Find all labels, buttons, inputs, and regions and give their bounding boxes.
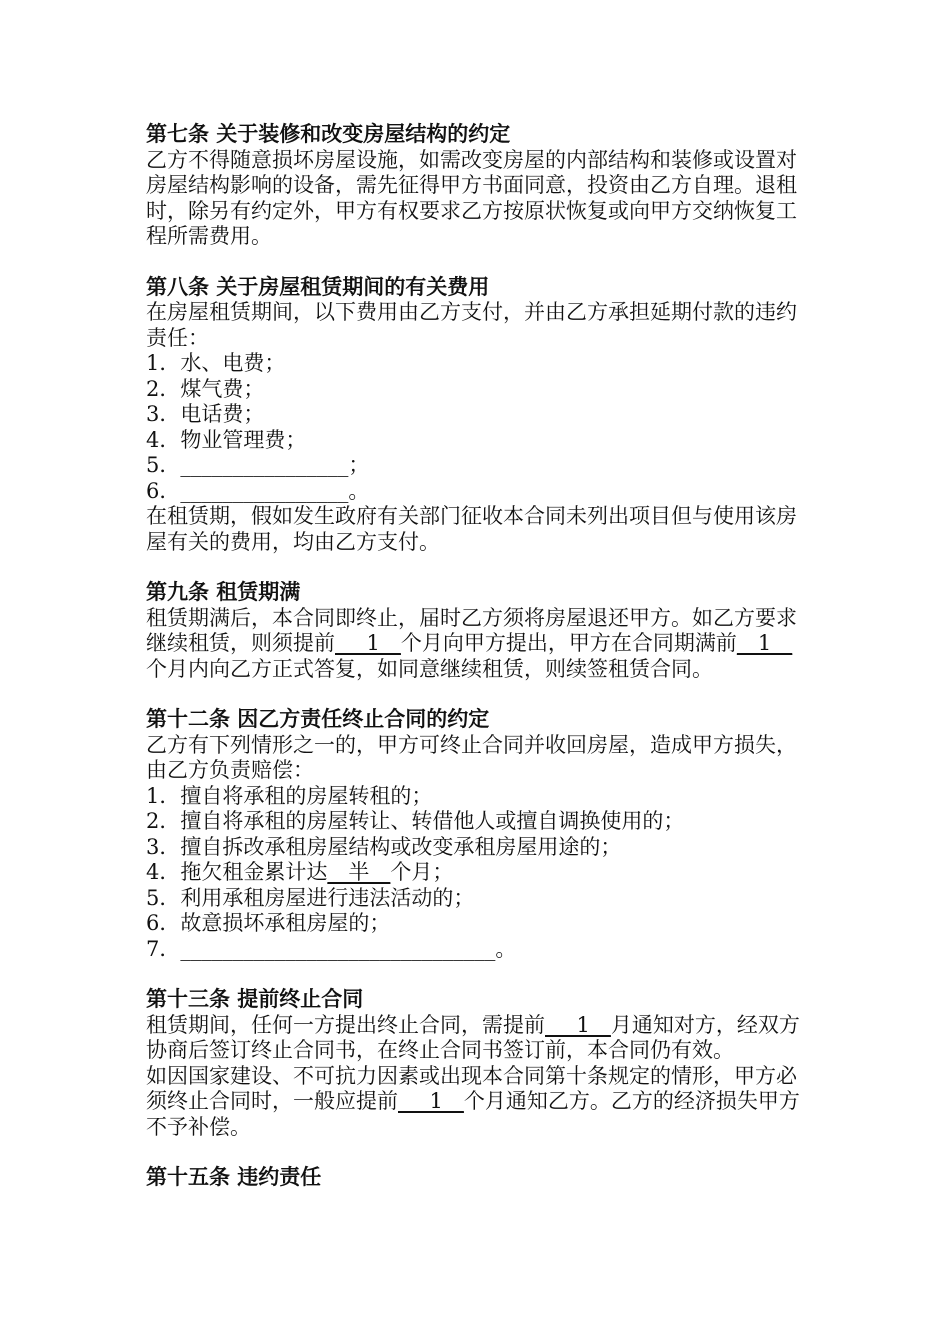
filled-value: ___1__ xyxy=(335,631,401,655)
section-heading: 第十三条 提前终止合同 xyxy=(146,987,364,1011)
blank-line: ________________ xyxy=(180,453,349,477)
list-item: 2．煤气费； xyxy=(146,376,265,401)
list-item: 5．利用承租房屋进行违法活动的； xyxy=(146,885,475,910)
section-closing: 在租赁期，假如发生政府有关部门征收本合同未列出项目但与使用该房屋有关的费用，均由乙方支付。 xyxy=(146,504,797,554)
list-end: ； xyxy=(348,453,370,477)
list-number: 6． xyxy=(146,478,181,503)
text-run: 个月通知乙方。乙方的经济损失甲方不予补偿。 xyxy=(146,1089,800,1139)
text-run: 个月； xyxy=(390,860,454,884)
section-heading: 第九条 租赁期满 xyxy=(146,580,301,604)
list-item: 3．电话费； xyxy=(146,402,265,426)
filled-value: ___1__ xyxy=(398,1089,464,1113)
filled-value: ___1__ xyxy=(545,1012,611,1037)
list-item: 2．擅自将承租的房屋转让、转借他人或擅自调换使用的； xyxy=(146,809,685,833)
section-intro: 乙方有下列情形之一的，甲方可终止合同并收回房屋，造成甲方损失，由乙方负责赔偿： xyxy=(146,732,797,782)
text-run: 月通知对方，经双方协商后签订终止合同书，在终止合同书签订前，本合同仍有效。 xyxy=(146,1012,800,1062)
list-end: 。 xyxy=(495,936,517,961)
list-item xyxy=(146,860,806,886)
section-article-9 xyxy=(146,580,806,682)
text-run: 个月内向乙方正式答复，如同意继续租赁，则续签租赁合同。 xyxy=(146,656,713,681)
text-run: 租赁期满后，本合同即终止，届时乙方须将房屋退还甲方。如乙方要求继续租赁，则须提前 xyxy=(146,605,797,655)
list-item: 1．擅自将承租的房屋转租的； xyxy=(146,783,433,808)
list-item-blank xyxy=(146,937,806,963)
document-page xyxy=(146,122,806,1191)
section-article-12 xyxy=(146,707,806,962)
section-article-8 xyxy=(146,275,806,556)
text-run: 4．拖欠租金累计达 xyxy=(146,860,328,884)
list-item: 6．故意损坏承租房屋的； xyxy=(146,911,391,935)
text-run: 如因国家建设、不可抗力因素或出现本合同第十条规定的情形，甲方必须终止合同时，一般应提前 xyxy=(146,1063,797,1113)
blank-line: ______________________________ xyxy=(180,936,496,961)
text-run: 租赁期间，任何一方提出终止合同，需提前 xyxy=(146,1012,545,1037)
list-item-blank xyxy=(146,453,806,479)
list-item: 1．水、电费； xyxy=(146,351,286,375)
section-heading: 第八条 关于房屋租赁期间的有关费用 xyxy=(146,274,490,299)
section-paragraph xyxy=(146,1013,806,1064)
section-intro: 在房屋租赁期间，以下费用由乙方支付，并由乙方承担延期付款的违约责任： xyxy=(146,300,797,350)
filled-value: __1__ xyxy=(736,631,793,655)
section-paragraph xyxy=(146,1064,806,1141)
filled-value: __半__ xyxy=(327,860,391,884)
blank-line: ________________ xyxy=(180,478,349,503)
list-number: 7． xyxy=(146,936,181,961)
section-heading: 第七条 关于装修和改变房屋结构的约定 xyxy=(146,122,511,146)
text-run: 个月向甲方提出，甲方在合同期满前 xyxy=(400,631,737,655)
section-heading: 第十二条 因乙方责任终止合同的约定 xyxy=(146,707,490,731)
list-item-blank xyxy=(146,479,806,505)
section-paragraph: 乙方不得随意损坏房屋设施，如需改变房屋的内部结构和装修或设置对房屋结构影响的设备，需先征得甲方书面同意，投资由乙方自理。退租时，除另有约定外，甲方有权要求乙方按原状恢复或向甲方交纳恢复工程所需费用。 xyxy=(146,147,797,248)
list-item: 3．擅自拆改承租房屋结构或改变承租房屋用途的； xyxy=(146,834,622,859)
section-heading: 第十五条 违约责任 xyxy=(146,1165,322,1189)
section-article-13 xyxy=(146,987,806,1140)
section-article-7 xyxy=(146,122,806,250)
list-item: 4．物业管理费； xyxy=(146,427,307,452)
section-article-15 xyxy=(146,1165,806,1191)
list-number: 5． xyxy=(146,453,181,477)
list-end: 。 xyxy=(348,478,370,503)
section-paragraph xyxy=(146,606,806,683)
